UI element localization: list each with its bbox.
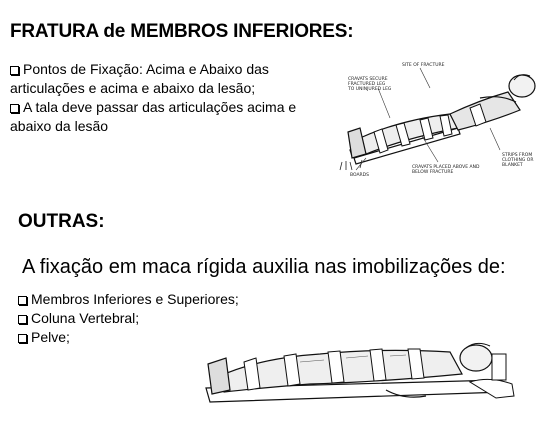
figure-label-fracture-site: SITE OF FRACTURE bbox=[402, 63, 445, 68]
figure-label-fractured-leg: FRACTURED LEG bbox=[348, 82, 386, 87]
bullet-line: Pontos de Fixação: Acima e Abaixo das bbox=[23, 61, 269, 77]
bullet-line: A tala deve passar das articulações acima e bbox=[23, 99, 297, 115]
figure-label-cravats-secure: CRAVATS SECURE bbox=[348, 77, 388, 82]
checkbox-icon bbox=[18, 334, 27, 343]
figure-label-blanket: BLANKET bbox=[502, 163, 523, 168]
list-item bbox=[10, 60, 310, 98]
checkbox-icon bbox=[18, 296, 27, 305]
figure-label-strips: STRIPS FROM bbox=[502, 153, 533, 158]
lead-text: A fixação em maca rígida auxilia nas imobilizações de: bbox=[22, 256, 506, 278]
fracture-bullet-list bbox=[10, 60, 310, 136]
checkbox-icon bbox=[18, 315, 27, 324]
list-item bbox=[10, 98, 310, 136]
leg-splint-illustration bbox=[330, 58, 552, 183]
figure-label-clothing: CLOTHING OR bbox=[502, 158, 534, 163]
figure-label-uninjured-leg: TO UNINJURED LEG bbox=[348, 87, 392, 92]
list-item bbox=[18, 290, 239, 309]
figure-label-cravats-placed: CRAVATS PLACED ABOVE AND bbox=[412, 165, 480, 170]
list-item-label: Pelve; bbox=[31, 329, 70, 345]
list-item-label: Membros Inferiores e Superiores; bbox=[31, 291, 239, 307]
figure-label-below-fracture: BELOW FRACTURE bbox=[412, 170, 454, 175]
list-item-label: Coluna Vertebral; bbox=[31, 310, 140, 326]
figure-label-boards: BOARDS bbox=[350, 173, 369, 178]
page-title: FRATURA de MEMBROS INFERIORES: bbox=[10, 21, 354, 42]
bullet-line: abaixo da lesão bbox=[10, 118, 109, 134]
bullet-line: articulações e acima e abaixo da lesão; bbox=[10, 80, 256, 96]
rigid-stretcher-illustration bbox=[200, 318, 530, 418]
checkbox-icon bbox=[10, 104, 19, 113]
section-title-outras: OUTRAS: bbox=[18, 211, 105, 232]
checkbox-icon bbox=[10, 66, 19, 75]
